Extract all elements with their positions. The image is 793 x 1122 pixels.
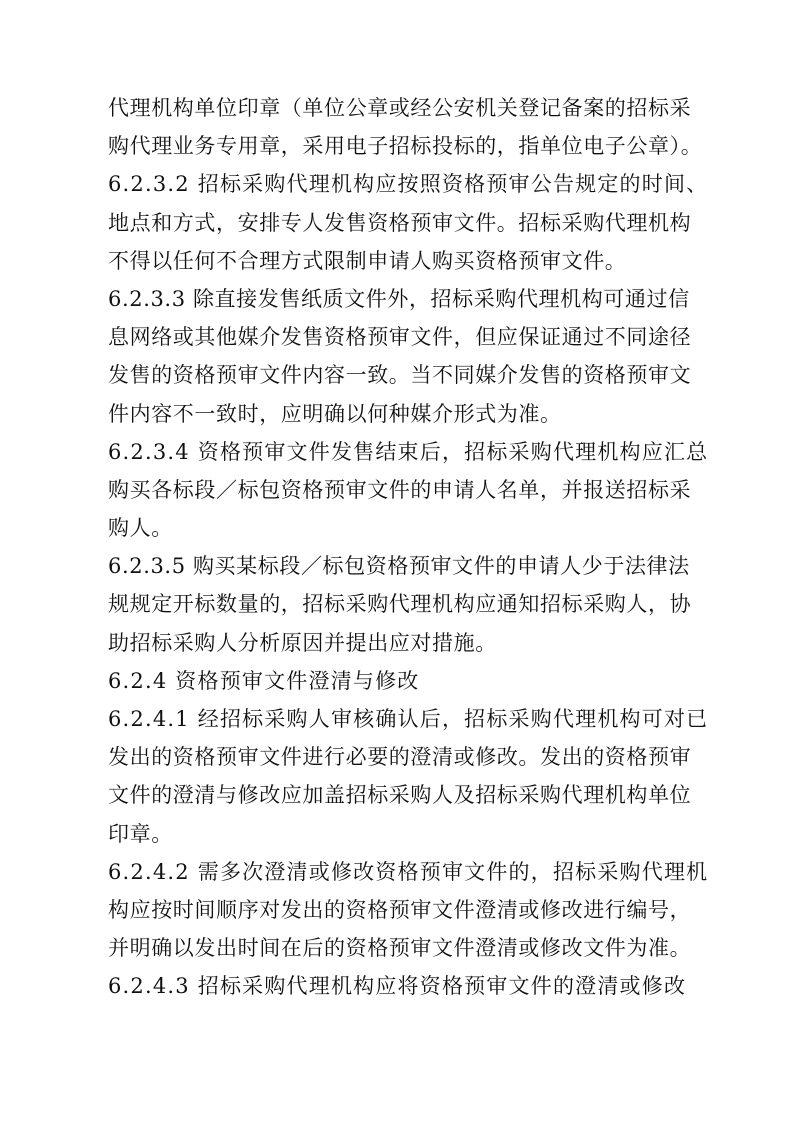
text-line: 构应按时间顺序对发出的资格预审文件澄清或修改进行编号， — [108, 897, 692, 922]
clause-6-2-4-3: 6.2.4.3 招标采购代理机构应将资格预审文件的澄清或修改 — [108, 974, 687, 999]
text-line: 文件的澄清与修改应加盖招标采购人及招标采购代理机构单位 — [108, 783, 692, 808]
text-line: 息网络或其他媒介发售资格预审文件，但应保证通过不同途径 — [108, 325, 692, 350]
clause-6-2-3-2: 6.2.3.2 招标采购代理机构应按照资格预审公告规定的时间、 — [108, 172, 709, 197]
text-line: 件内容不一致时，应明确以何种媒介形式为准。 — [108, 401, 562, 426]
clause-6-2-3-4: 6.2.3.4 资格预审文件发售结束后，招标采购代理机构应汇总 — [108, 439, 709, 464]
text-line: 不得以任何不合理方式限制申请人购买资格预审文件。 — [108, 248, 627, 273]
text-line: 并明确以发出时间在后的资格预审文件澄清或修改文件为准。 — [108, 936, 692, 961]
text-line: 购买各标段／标包资格预审文件的申请人名单，并报送招标采 — [108, 477, 692, 502]
text-line: 印章。 — [108, 821, 173, 846]
clause-6-2-4-2: 6.2.4.2 需多次澄清或修改资格预审文件的，招标采购代理机 — [108, 859, 709, 884]
clause-6-2-4-1: 6.2.4.1 经招标采购人审核确认后，招标采购代理机构可对已 — [108, 707, 709, 731]
text-line: 购人。 — [108, 516, 173, 541]
text-line: 发出的资格预审文件进行必要的澄清或修改。发出的资格预审 — [108, 745, 692, 770]
clause-6-2-3-5: 6.2.3.5 购买某标段／标包资格预审文件的申请人少于法律法 — [108, 554, 690, 579]
clause-6-2-3-3: 6.2.3.3 除直接发售纸质文件外，招标采购代理机构可通过信 — [108, 286, 690, 311]
text-line: 助招标采购人分析原因并提出应对措施。 — [108, 630, 497, 655]
text-line: 规规定开标数量的，招标采购代理机构应通知招标采购人，协 — [108, 592, 692, 617]
section-heading-6-2-4: 6.2.4 资格预审文件澄清与修改 — [108, 668, 420, 693]
text-line: 地点和方式，安排专人发售资格预审文件。招标采购代理机构 — [108, 210, 692, 235]
text-line: 发售的资格预审文件内容一致。当不同媒介发售的资格预审文 — [108, 363, 692, 388]
body-text — [108, 89, 708, 1006]
text-line: 代理机构单位印章（单位公章或经公安机关登记备案的招标采 — [108, 96, 692, 120]
text-line: 购代理业务专用章，采用电子招标投标的，指单位电子公章）。 — [108, 134, 703, 159]
